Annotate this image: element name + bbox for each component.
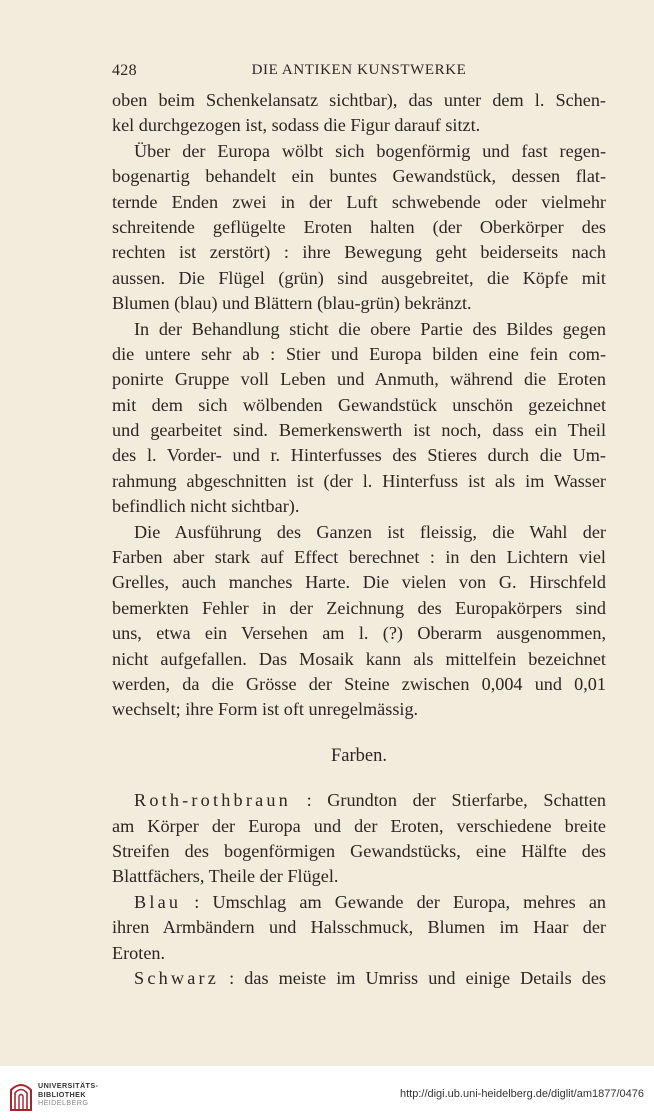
text-line: werden, da die Grösse der Steine zwischen 0,004 und 0,01 — [112, 673, 606, 694]
permalink-link[interactable]: http://digi.ub.uni-heidelberg.de/diglit/am1877/0476 — [399, 1088, 644, 1100]
text-line: rahmung abgeschnitten ist (der l. Hinterfuss ist als im Wasser — [112, 470, 606, 491]
body-text — [112, 88, 606, 991]
text-line: Farben aber stark auf Effect berechnet : in den Lichtern viel — [112, 547, 606, 568]
text-line: Eroten. — [112, 942, 166, 963]
running-title: DIE ANTIKEN KUNSTWERKE — [251, 62, 467, 78]
text-line: des l. Vorder- und r. Hinterfusses des Stieres durch die Um- — [112, 445, 606, 466]
text-line: kel durchgezogen ist, sodass die Figur darauf sitzt. — [112, 115, 481, 136]
text-line: oben beim Schenkelansatz sichtbar), das unter dem l. Schen- — [112, 90, 606, 110]
text-line: und gearbeitet sind. Bemerkenswerth ist noch, dass ein Theil — [112, 420, 606, 441]
text-line: ihren Armbändern und Halsschmuck, Blumen im Haar der — [112, 917, 606, 938]
color-term-roth: Roth-rothbraun — [134, 790, 291, 811]
color-term-schwarz: Schwarz — [134, 967, 220, 988]
text-line: wechselt; ihre Form ist oft unregelmässig. — [112, 699, 419, 720]
text-fragment: : Umschlag am Gewande der Europa, mehres an — [181, 891, 606, 912]
library-name-line: UNIVERSITÄTS- — [38, 1081, 99, 1090]
text-line: rechten ist zerstört) : ihre Bewegung geht beiderseits nach — [112, 242, 606, 263]
text-line: nicht aufgefallen. Das Mosaik kann als mittelfein bezeichnet — [112, 648, 606, 669]
page-header — [112, 62, 606, 84]
text-line: schreitende geflügelte Eroten halten (der Oberkörper des — [112, 216, 606, 237]
library-name-line: BIBLIOTHEK — [38, 1089, 86, 1099]
section-heading: Farben. — [331, 745, 387, 766]
page-number: 428 — [112, 62, 137, 79]
text-line: uns, etwa ein Versehen am l. (?) Oberarm ausgenommen, — [112, 623, 606, 644]
text-line: aussen. Die Flügel (grün) sind ausgebreitet, die Köpfe mit — [112, 267, 606, 288]
text-fragment: : Grundton der Stierfarbe, Schatten — [290, 790, 606, 811]
text-line: die untere sehr ab : Stier und Europa bilden eine fein com- — [112, 343, 606, 364]
library-name-line: HEIDELBERG — [38, 1098, 89, 1108]
text-line: bogenartig behandelt ein buntes Gewandstück, dessen flat- — [112, 166, 606, 187]
text-line: bemerkten Fehler in der Zeichnung des Europakörpers sind — [112, 597, 606, 618]
text-line — [112, 788, 606, 813]
text-line: Blumen (blau) und Blättern (blau-grün) bekränzt. — [112, 293, 472, 314]
text-line: Blattfächers, Theile der Flügel. — [112, 866, 339, 887]
color-term-blau: Blau — [134, 891, 182, 912]
digitization-footer — [0, 1066, 654, 1120]
library-name — [38, 1082, 98, 1108]
text-line: Über der Europa wölbt sich bogenförmig und fast regen- — [134, 140, 606, 161]
text-line — [112, 890, 606, 915]
text-line: Streifen des bogenförmigen Gewandstücks, eine Hälfte des — [112, 840, 606, 861]
text-line: ponirte Gruppe voll Leben und Anmuth, während die Eroten — [112, 369, 606, 390]
text-line — [112, 966, 606, 991]
text-line: befindlich nicht sichtbar). — [112, 496, 300, 517]
library-logo-icon — [8, 1080, 34, 1112]
text-line: In der Behandlung sticht die obere Partie des Bildes gegen — [134, 318, 606, 339]
text-line: Grelles, auch manches Harte. Die vielen von G. Hirschfeld — [112, 572, 606, 593]
text-line: mit dem sich wölbenden Gewandstück unschön gezeichnet — [112, 394, 606, 415]
text-fragment: : das meiste im Umriss und einige Details des — [219, 967, 606, 988]
text-line: Die Ausführung des Ganzen ist fleissig, die Wahl der — [134, 521, 606, 542]
text-line: am Körper der Europa und der Eroten, verschiedene breite — [112, 815, 606, 836]
text-line: ternde Enden zwei in der Luft schwebende oder vielmehr — [112, 191, 606, 212]
